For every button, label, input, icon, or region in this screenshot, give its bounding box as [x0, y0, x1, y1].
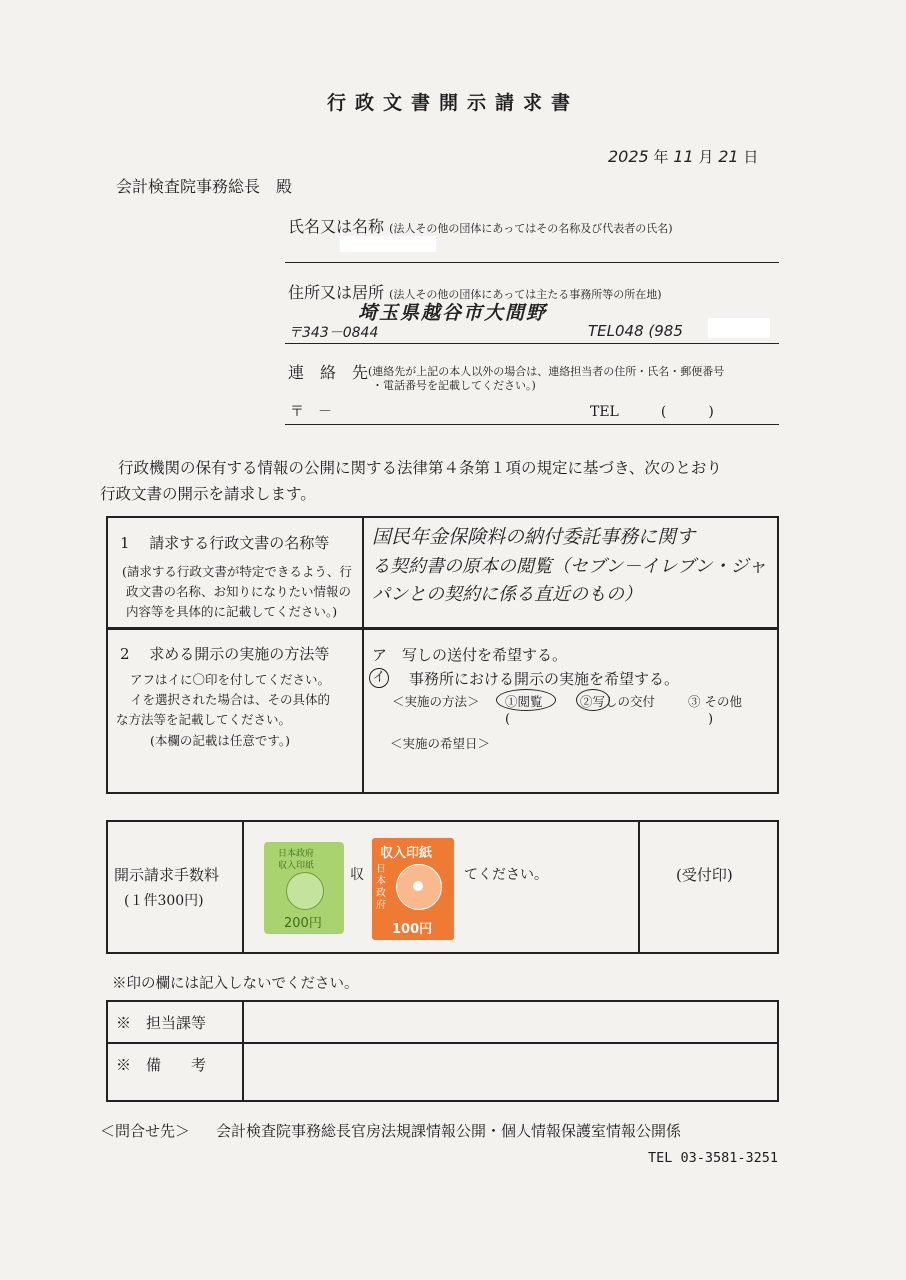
fee-table-divider-1 — [242, 820, 244, 954]
name-underline — [285, 262, 779, 263]
option-i-mark: イ — [372, 670, 386, 685]
office-row-label: ※ 担当課等 — [116, 1014, 207, 1032]
method-label: ＜実施の方法＞ — [392, 694, 480, 709]
revenue-stamp-100 — [372, 838, 454, 940]
contact-note-2: ・電話番号を記載してください。) — [372, 379, 536, 392]
flower-icon — [396, 864, 442, 910]
address-underline — [285, 343, 779, 344]
date-year: 2025 — [608, 147, 649, 166]
address-postal: 〒343－0844 — [288, 325, 379, 341]
request-table-row-divider — [106, 627, 779, 630]
date-year-unit: 年 — [653, 148, 669, 166]
method-3: ③ その他 — [688, 694, 742, 709]
section1-note-2: 政文書の名称、お知りになりたい情報の — [126, 584, 352, 599]
stamp-100-value: 100円 — [392, 922, 433, 937]
section1-content-1: 国民年金保険料の納付委託事務に関す — [372, 526, 696, 548]
contact-tel: TEL ( ) — [590, 404, 714, 420]
method-2: ②写しの交付 — [580, 694, 656, 709]
redaction-box — [340, 236, 436, 252]
section2-note-1: アフはイに〇印を付してください。 — [130, 672, 331, 687]
name-field — [288, 214, 673, 237]
stamp-100-side: 日本政府 — [376, 864, 386, 911]
fee-label: 開示請求手数料 — [114, 866, 220, 884]
inquiry-tel: TEL 03-3581-3251 — [648, 1150, 779, 1166]
stamp-200-label: 収入印紙 — [278, 861, 315, 871]
fee-sub: (１件300円) — [124, 893, 204, 909]
option-i: 事務所における開示の実施を希望する。 — [409, 670, 680, 688]
office-table-row-divider — [106, 1042, 779, 1044]
intro-line-2: 行政文書の開示を請求します。 — [100, 485, 316, 503]
method-paren-open: ( — [505, 712, 511, 727]
section2-note-4: (本欄の記載は任意です。) — [150, 733, 291, 748]
address-tel: TEL048 (985 — [588, 322, 683, 340]
office-row-label: ※ 備 考 — [116, 1056, 207, 1074]
request-table-divider — [362, 516, 364, 794]
office-use-note: ※印の欄には記入しないでください。 — [112, 976, 359, 992]
option-a: ア 写しの送付を希望する。 — [372, 646, 568, 664]
contact-note-1: (連絡先が上記の本人以外の場合は、連絡担当者の住所・氏名・郵便番号 — [368, 365, 725, 378]
section1-heading: 1 請求する行政文書の名称等 — [120, 534, 330, 552]
flower-icon — [286, 872, 324, 910]
receipt-stamp-label: (受付印) — [676, 866, 733, 884]
name-note: (法人その他の団体にあってはその名称及び代表者の氏名) — [389, 222, 673, 235]
section1-content-3: パンとの契約に係る直近のもの） — [372, 584, 642, 605]
section2-note-2: イを選択された場合は、その具体的 — [130, 692, 331, 707]
stamp-200-value: 200円 — [284, 916, 322, 931]
intro-line-1: 行政機関の保有する情報の公開に関する法律第４条第１項の規定に基づき、次のとおり — [118, 459, 722, 477]
inquiry-label: ＜問合せ先＞ — [100, 1122, 191, 1140]
request-date — [608, 146, 758, 167]
address-label: 住所又は居所 — [288, 283, 385, 302]
contact-label: 連 絡 先 — [288, 363, 369, 382]
method-1: ①閲覧 — [505, 694, 543, 709]
fee-table-divider-2 — [638, 820, 640, 954]
section1-content-2: る契約書の原本の閲覧（セブン－イレブン・ジャ — [372, 556, 767, 577]
office-table-divider — [242, 1000, 244, 1102]
contact-postal: 〒 － — [290, 404, 332, 420]
fee-text-left: 収 — [350, 867, 364, 883]
section1-note-1: (請求する行政文書が特定できるよう、行 — [122, 564, 352, 579]
addressee: 会計検査院事務総長 殿 — [116, 177, 293, 196]
method-paren-close: ) — [708, 712, 714, 727]
address-note: (法人その他の団体にあっては主たる事務所等の所在地) — [389, 288, 662, 301]
stamp-100-top: 収入印紙 — [380, 846, 433, 861]
office-table — [106, 1000, 779, 1102]
section2-heading: 2 求める開示の実施の方法等 — [120, 645, 330, 663]
date-day: 21 — [718, 147, 739, 166]
option-i-circle — [369, 668, 389, 688]
section2-note-3: な方法等を記載してください。 — [116, 712, 292, 727]
name-label: 氏名又は名称 — [288, 217, 385, 236]
revenue-stamp-200 — [264, 842, 344, 934]
date-month: 11 — [673, 147, 694, 166]
contact-underline — [285, 424, 779, 425]
date-month-unit: 月 — [698, 148, 714, 166]
stamp-200-top: 日本政府 — [278, 849, 315, 859]
redaction-box — [708, 318, 770, 338]
wish-date-label: ＜実施の希望日＞ — [390, 736, 491, 751]
fee-text-right: てください。 — [464, 867, 548, 883]
date-day-unit: 日 — [743, 148, 759, 166]
section1-note-3: 内容等を具体的に記載してください。) — [126, 604, 338, 619]
inquiry-dept: 会計検査院事務総長官房法規課情報公開・個人情報保護室情報公開係 — [216, 1122, 682, 1140]
address-value: 埼玉県越谷市大間野 — [358, 302, 548, 324]
page-title: 行政文書開示請求書 — [326, 92, 579, 114]
